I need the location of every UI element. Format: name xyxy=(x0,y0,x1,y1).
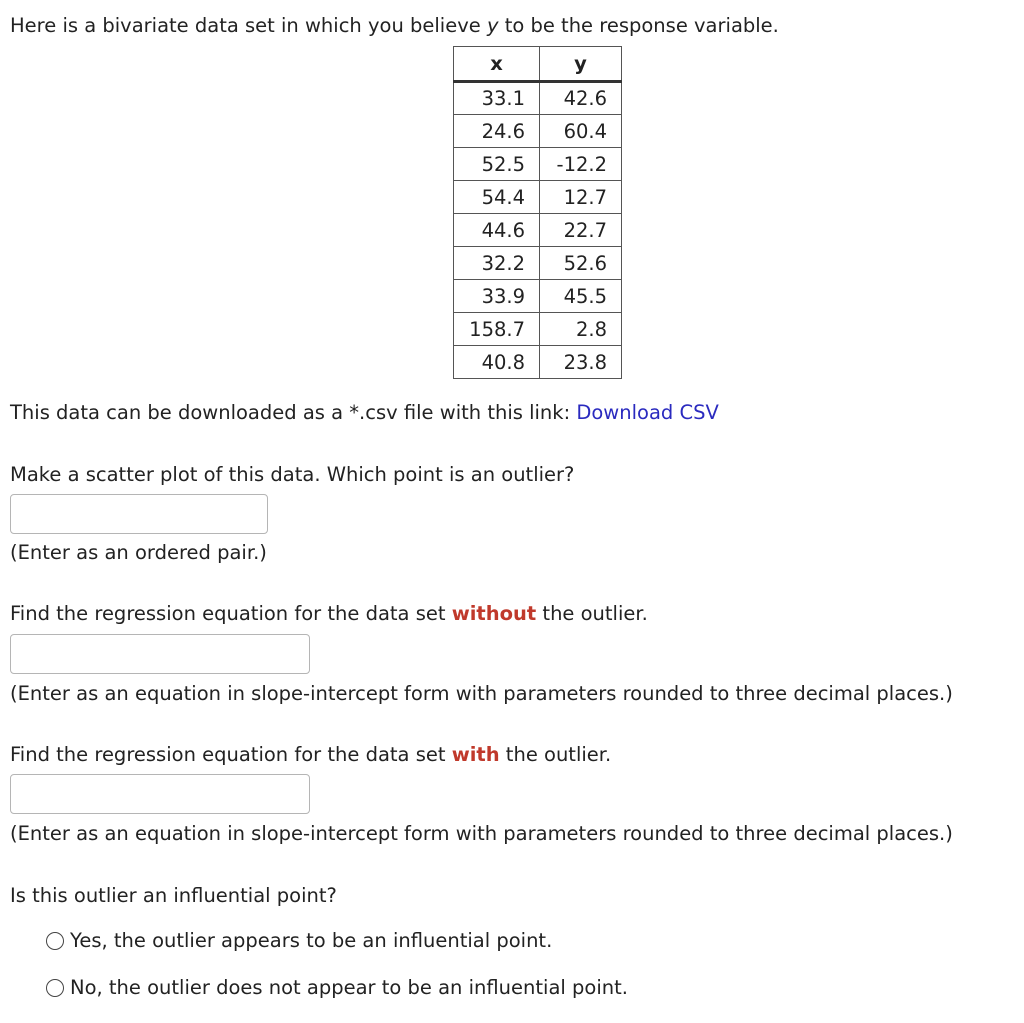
regression-without-input[interactable] xyxy=(10,634,310,674)
column-header-x: x xyxy=(454,47,540,82)
download-csv-link[interactable]: Download CSV xyxy=(576,401,719,424)
table-row xyxy=(454,280,622,313)
cell-x: 54.4 xyxy=(454,181,540,214)
table-row xyxy=(454,115,622,148)
regression-without-hint: (Enter as an equation in slope-intercept form with parameters rounded to three decimal places.) xyxy=(10,682,953,705)
cell-y: -12.2 xyxy=(540,148,622,181)
table-row xyxy=(454,346,622,379)
table-header-row xyxy=(454,47,622,82)
radio-button[interactable] xyxy=(46,979,64,997)
regression-without-question: Find the regression equation for the data set without the outlier. xyxy=(10,602,648,625)
cell-x: 32.2 xyxy=(454,247,540,280)
table-row xyxy=(454,247,622,280)
with-emphasis: with xyxy=(451,743,500,766)
regression-with-question: Find the regression equation for the data set with the outlier. xyxy=(10,743,612,766)
table-row xyxy=(454,181,622,214)
cell-y: 22.7 xyxy=(540,214,622,247)
table-row xyxy=(454,313,622,346)
radio-button[interactable] xyxy=(46,932,64,950)
outlier-hint: (Enter as an ordered pair.) xyxy=(10,541,267,564)
influential-option-no[interactable] xyxy=(46,976,628,999)
data-table xyxy=(453,46,622,379)
regression-with-input[interactable] xyxy=(10,774,310,814)
cell-y: 23.8 xyxy=(540,346,622,379)
influential-option-yes[interactable] xyxy=(46,929,552,952)
column-header-y: y xyxy=(540,47,622,82)
table-row xyxy=(454,214,622,247)
cell-y: 42.6 xyxy=(540,82,622,115)
cell-y: 45.5 xyxy=(540,280,622,313)
table-row xyxy=(454,82,622,115)
cell-x: 24.6 xyxy=(454,115,540,148)
cell-y: 52.6 xyxy=(540,247,622,280)
outlier-input[interactable] xyxy=(10,494,268,534)
option-label: Yes, the outlier appears to be an influential point. xyxy=(70,929,553,952)
cell-y: 60.4 xyxy=(540,115,622,148)
influential-question: Is this outlier an influential point? xyxy=(10,884,337,907)
cell-x: 33.1 xyxy=(454,82,540,115)
download-line: This data can be downloaded as a *.csv file with this link: Download CSV xyxy=(10,401,719,424)
cell-x: 158.7 xyxy=(454,313,540,346)
regression-with-hint: (Enter as an equation in slope-intercept form with parameters rounded to three decimal places.) xyxy=(10,822,953,845)
cell-x: 44.6 xyxy=(454,214,540,247)
cell-x: 33.9 xyxy=(454,280,540,313)
cell-y: 2.8 xyxy=(540,313,622,346)
cell-y: 12.7 xyxy=(540,181,622,214)
intro-text: Here is a bivariate data set in which you believe y to be the response variable. xyxy=(10,14,779,37)
without-emphasis: without xyxy=(451,602,537,625)
option-label: No, the outlier does not appear to be an influential point. xyxy=(70,976,628,999)
cell-x: 52.5 xyxy=(454,148,540,181)
outlier-question: Make a scatter plot of this data. Which point is an outlier? xyxy=(10,463,575,486)
cell-x: 40.8 xyxy=(454,346,540,379)
table-row xyxy=(454,148,622,181)
